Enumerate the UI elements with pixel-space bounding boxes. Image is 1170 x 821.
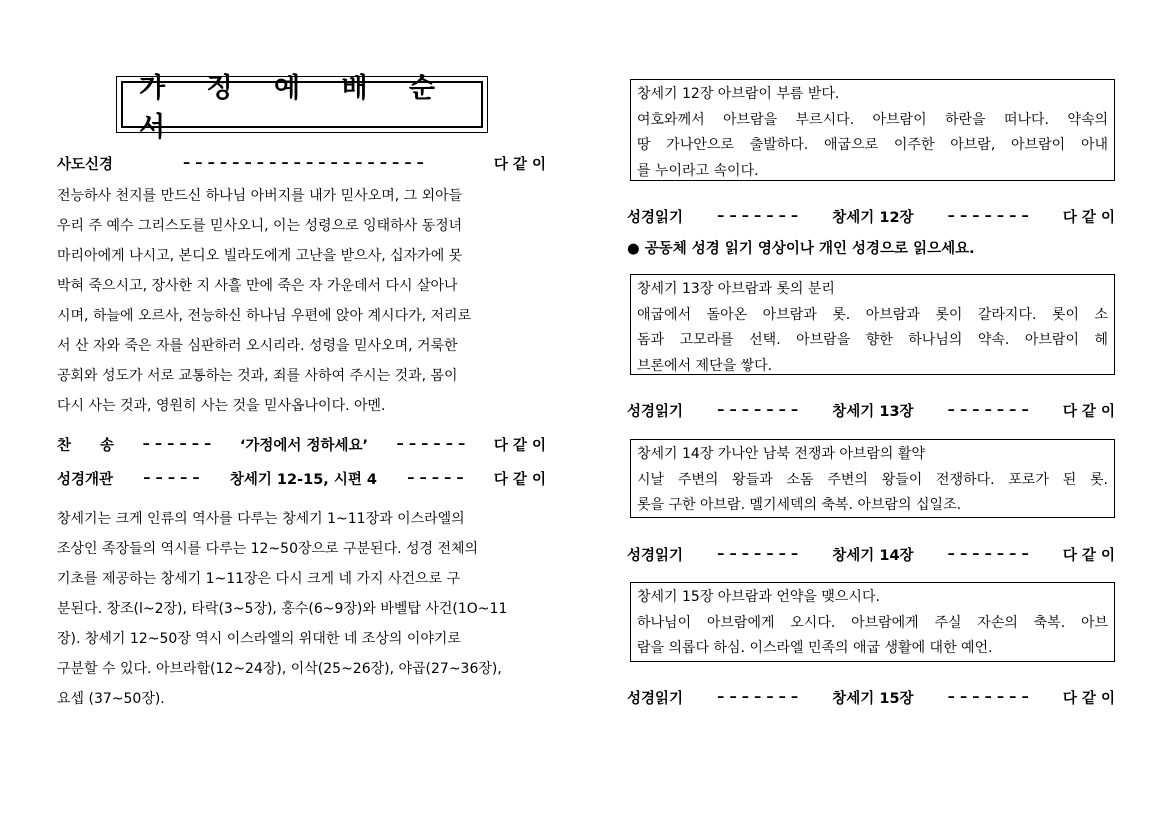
overview-dashes-2: – – – – – (407, 470, 464, 486)
reading-label: 성경읽기 (627, 690, 684, 707)
reading-row-13 (627, 399, 1115, 421)
chapter-14-summary-box (630, 439, 1115, 518)
reading-dashes: – – – – – – – (717, 546, 799, 562)
reading-dashes-2: – – – – – – – (947, 689, 1029, 705)
creed-line: 전능하사 천지를 만드신 하나님 아버지를 내가 믿사오며, 그 외아들 (57, 188, 463, 204)
overview-label: 성경개관 (57, 471, 114, 488)
overview-line: 장). 창세기 12~50장 역시 이스라엘의 위대한 네 조상의 이야기로 (57, 631, 461, 647)
reading-dashes-2: – – – – – – – (947, 402, 1029, 418)
creed-line: 공회와 성도가 서로 교통하는 것과, 죄를 사하여 주시는 것과, 몸이 (57, 368, 458, 384)
creed-heading-row (57, 152, 546, 174)
reading-dashes: – – – – – – – (717, 208, 799, 224)
reading-passage: 창세기 12장 (832, 209, 914, 226)
overview-line: 분된다. 창조(l~2장), 타락(3~5장), 홍수(6~9장)와 바벨탑 사건(1O~11 (57, 601, 508, 617)
creed-line: 우리 주 예수 그리스도를 믿사오니, 이는 성령으로 잉태하사 동정녀 (57, 218, 463, 234)
overview-passage: 창세기 12-15, 시편 4 (229, 471, 378, 488)
reading-label: 성경읽기 (627, 403, 684, 420)
overview-line: 요셉 (37~50장). (57, 691, 165, 707)
reading-instruction: ● 공동체 성경 읽기 영상이나 개인 성경으로 읽으세요. (627, 241, 975, 257)
overview-heading-row (57, 467, 546, 489)
chapter-13-summary-box (630, 274, 1115, 375)
hymn-heading-row (57, 433, 546, 455)
creed-line: 마리아에게 나시고, 본디오 빌라도에게 고난을 받으사, 십자가에 못 (57, 248, 463, 264)
overview-dashes: – – – – – (143, 470, 200, 486)
overview-line: 구분할 수 있다. 아브라함(12~24장), 이삭(25~26장), 야곱(27~36장), (57, 661, 502, 677)
box-line: 땅 가나안으로 출발하다. 애굽으로 이주한 아브람, 아브람이 아내 (637, 137, 1108, 153)
reading-passage: 창세기 13장 (832, 403, 914, 420)
creed-line: 박혀 죽으시고, 장사한 지 사흘 만에 죽은 자 가운데서 다시 살아나 (57, 278, 458, 294)
reading-response: 다 같 이 (1062, 209, 1115, 226)
creed-line: 시며, 하늘에 오르사, 전능하신 하나님 우편에 앉아 계시다가, 저리로 (57, 308, 472, 324)
reading-dashes: – – – – – – – (717, 402, 799, 418)
hymn-note: ‘가정에서 정하세요’ (239, 437, 368, 454)
box-line: 창세기 12장 아브람이 부름 받다. (637, 86, 840, 102)
reading-passage: 창세기 15장 (832, 690, 914, 707)
overview-text (57, 504, 546, 714)
overview-line: 조상인 족장들의 역시를 다루는 12~50장으로 구분된다. 성경 전체의 (57, 541, 479, 557)
creed-line: 서 산 자와 죽은 자를 심판하러 오시리라. 성령을 믿사오며, 거룩한 (57, 338, 458, 354)
reading-dashes-2: – – – – – – – (947, 546, 1029, 562)
reading-label: 성경읽기 (627, 209, 684, 226)
reading-response: 다 같 이 (1062, 547, 1115, 564)
overview-response: 다 같 이 (493, 471, 546, 488)
hymn-response: 다 같 이 (493, 437, 546, 454)
box-line: 여호와께서 아브람을 부르시다. 아브람이 하란을 떠나다. 약속의 (637, 111, 1108, 128)
box-line: 창세기 13장 아브람과 롯의 분리 (637, 281, 835, 297)
reading-response: 다 같 이 (1062, 403, 1115, 420)
hymn-dashes: – – – – – – (142, 436, 212, 452)
overview-line: 창세기는 크게 인류의 역사를 다루는 창세기 1~11장과 이스라엘의 (57, 511, 465, 527)
hymn-dashes-2: – – – – – – (396, 436, 466, 452)
page-title: 가 정 예 배 순 서 (121, 81, 483, 128)
box-line: 람을 의롭다 하심. 이스라엘 민족의 애굽 생활에 대한 예언. (637, 640, 993, 656)
box-line: 브론에서 제단을 쌓다. (637, 357, 773, 374)
creed-line: 다시 사는 것과, 영원히 사는 것을 믿사옵나이다. 아멘. (57, 398, 386, 414)
title-frame (116, 72, 488, 143)
reading-row-14 (627, 543, 1115, 565)
reading-response: 다 같 이 (1062, 690, 1115, 707)
box-line: 롯을 구한 아브람. 멜기세덱의 축복. 아브람의 십일조. (637, 497, 962, 513)
box-line: 시날 주변의 왕들과 소돔 주변의 왕들이 전쟁하다. 포로가 된 롯. (637, 471, 1108, 488)
creed-response: 다 같 이 (493, 156, 546, 173)
creed-dashes: – – – – – – – – – – – – – – – – – – – – (182, 155, 424, 171)
reading-dashes-2: – – – – – – – (947, 208, 1029, 224)
hymn-label: 찬 송 (57, 437, 115, 454)
reading-passage: 창세기 14장 (832, 547, 914, 564)
chapter-12-summary-box (630, 79, 1115, 181)
box-line: 를 누이라고 속이다. (637, 162, 759, 179)
box-line: 창세기 14장 가나안 남북 전쟁과 아브람의 활약 (637, 446, 925, 462)
reading-row-12 (627, 205, 1115, 227)
creed-label: 사도신경 (57, 156, 114, 173)
reading-row-15 (627, 686, 1115, 708)
overview-line: 기초를 제공하는 창세기 1~11장은 다시 크게 네 가지 사건으로 구 (57, 571, 461, 587)
creed-text (57, 181, 546, 421)
box-line: 애굽에서 돌아온 아브람과 롯. 아브람과 롯이 갈라지다. 롯이 소 (637, 306, 1108, 323)
box-line: 하나님이 아브람에게 오시다. 아브람에게 주실 자손의 축복. 아브 (637, 614, 1108, 631)
reading-dashes: – – – – – – – (717, 689, 799, 705)
chapter-15-summary-box (630, 582, 1115, 662)
box-line: 돔과 고모라를 선택. 아브람을 향한 하나님의 약속. 아브람이 헤 (637, 332, 1108, 348)
box-line: 창세기 15장 아브람과 언약을 맺으시다. (637, 589, 880, 605)
reading-label: 성경읽기 (627, 547, 684, 564)
